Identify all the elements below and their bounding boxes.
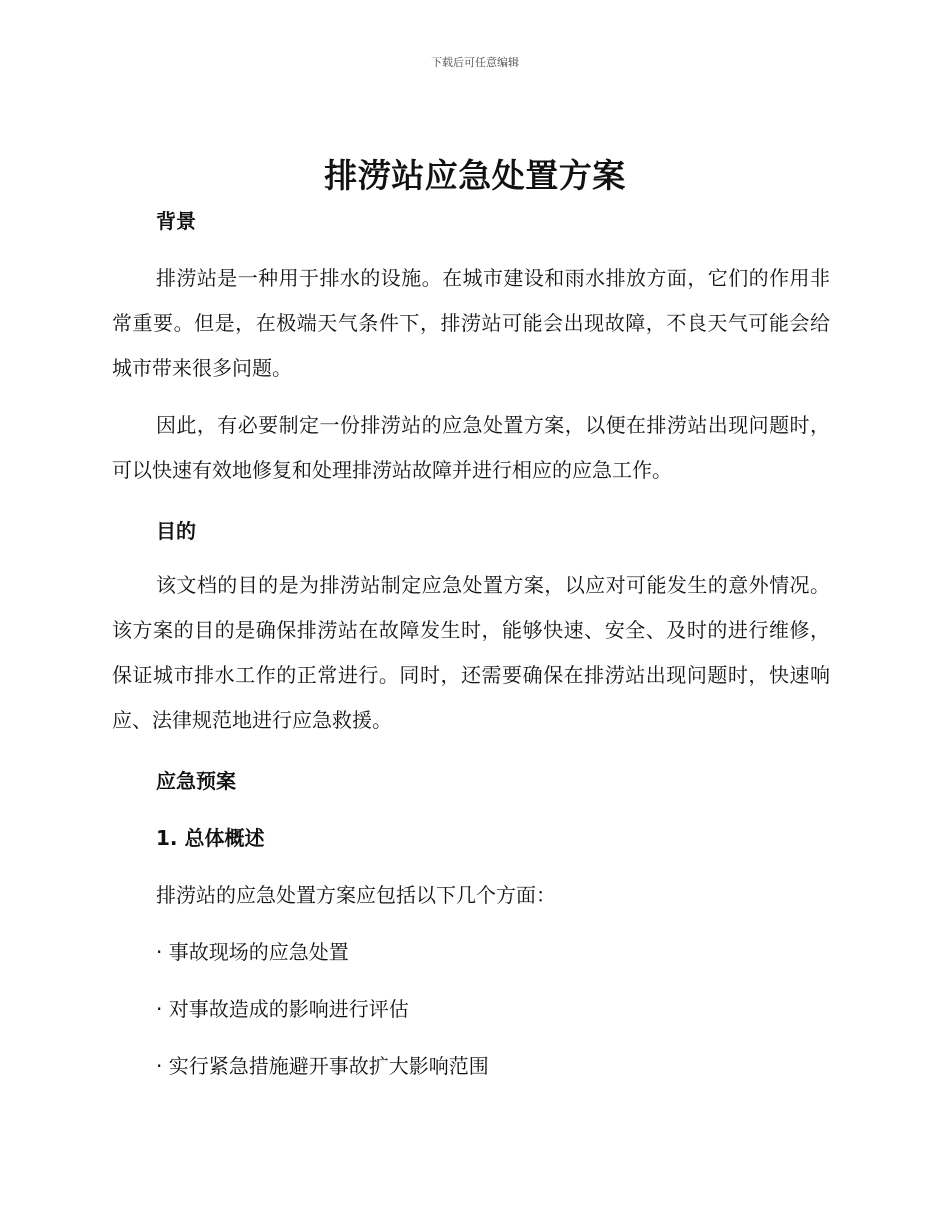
purpose-heading: 目的 [156, 519, 196, 543]
background-heading: 背景 [156, 209, 196, 233]
list-item: · 事故现场的应急处置 [156, 940, 349, 964]
list-item: · 对事故造成的影响进行评估 [156, 997, 409, 1021]
list-item: · 实行紧急措施避开事故扩大影响范围 [156, 1054, 489, 1078]
background-paragraph-2: 因此，有必要制定一份排涝站的应急处置方案，以便在排涝站出现问题时，可以快速有效地修复和处理排涝站故障并进行相应的应急工作。 [112, 413, 830, 482]
overview-intro: 排涝站的应急处置方案应包括以下几个方面： [156, 883, 556, 907]
document-title: 排涝站应急处置方案 [324, 156, 626, 195]
background-paragraph-1: 排涝站是一种用于排水的设施。在城市建设和雨水排放方面，它们的作用非常重要。但是，在极端天气条件下，排涝站可能会出现故障，不良天气可能会给城市带来很多问题。 [112, 266, 830, 380]
header-note: 下载后可任意编辑 [431, 56, 519, 69]
emergency-plan-heading: 应急预案 [156, 769, 236, 793]
overview-heading: 1. 总体概述 [156, 826, 265, 850]
purpose-paragraph: 该文档的目的是为排涝站制定应急处置方案，以应对可能发生的意外情况。该方案的目的是确保排涝站在故障发生时，能够快速、安全、及时的进行维修，保证城市排水工作的正常进行。同时，还需要确保在排涝站出现问题时，快速响应、法律规范地进行应急救援。 [112, 573, 830, 732]
